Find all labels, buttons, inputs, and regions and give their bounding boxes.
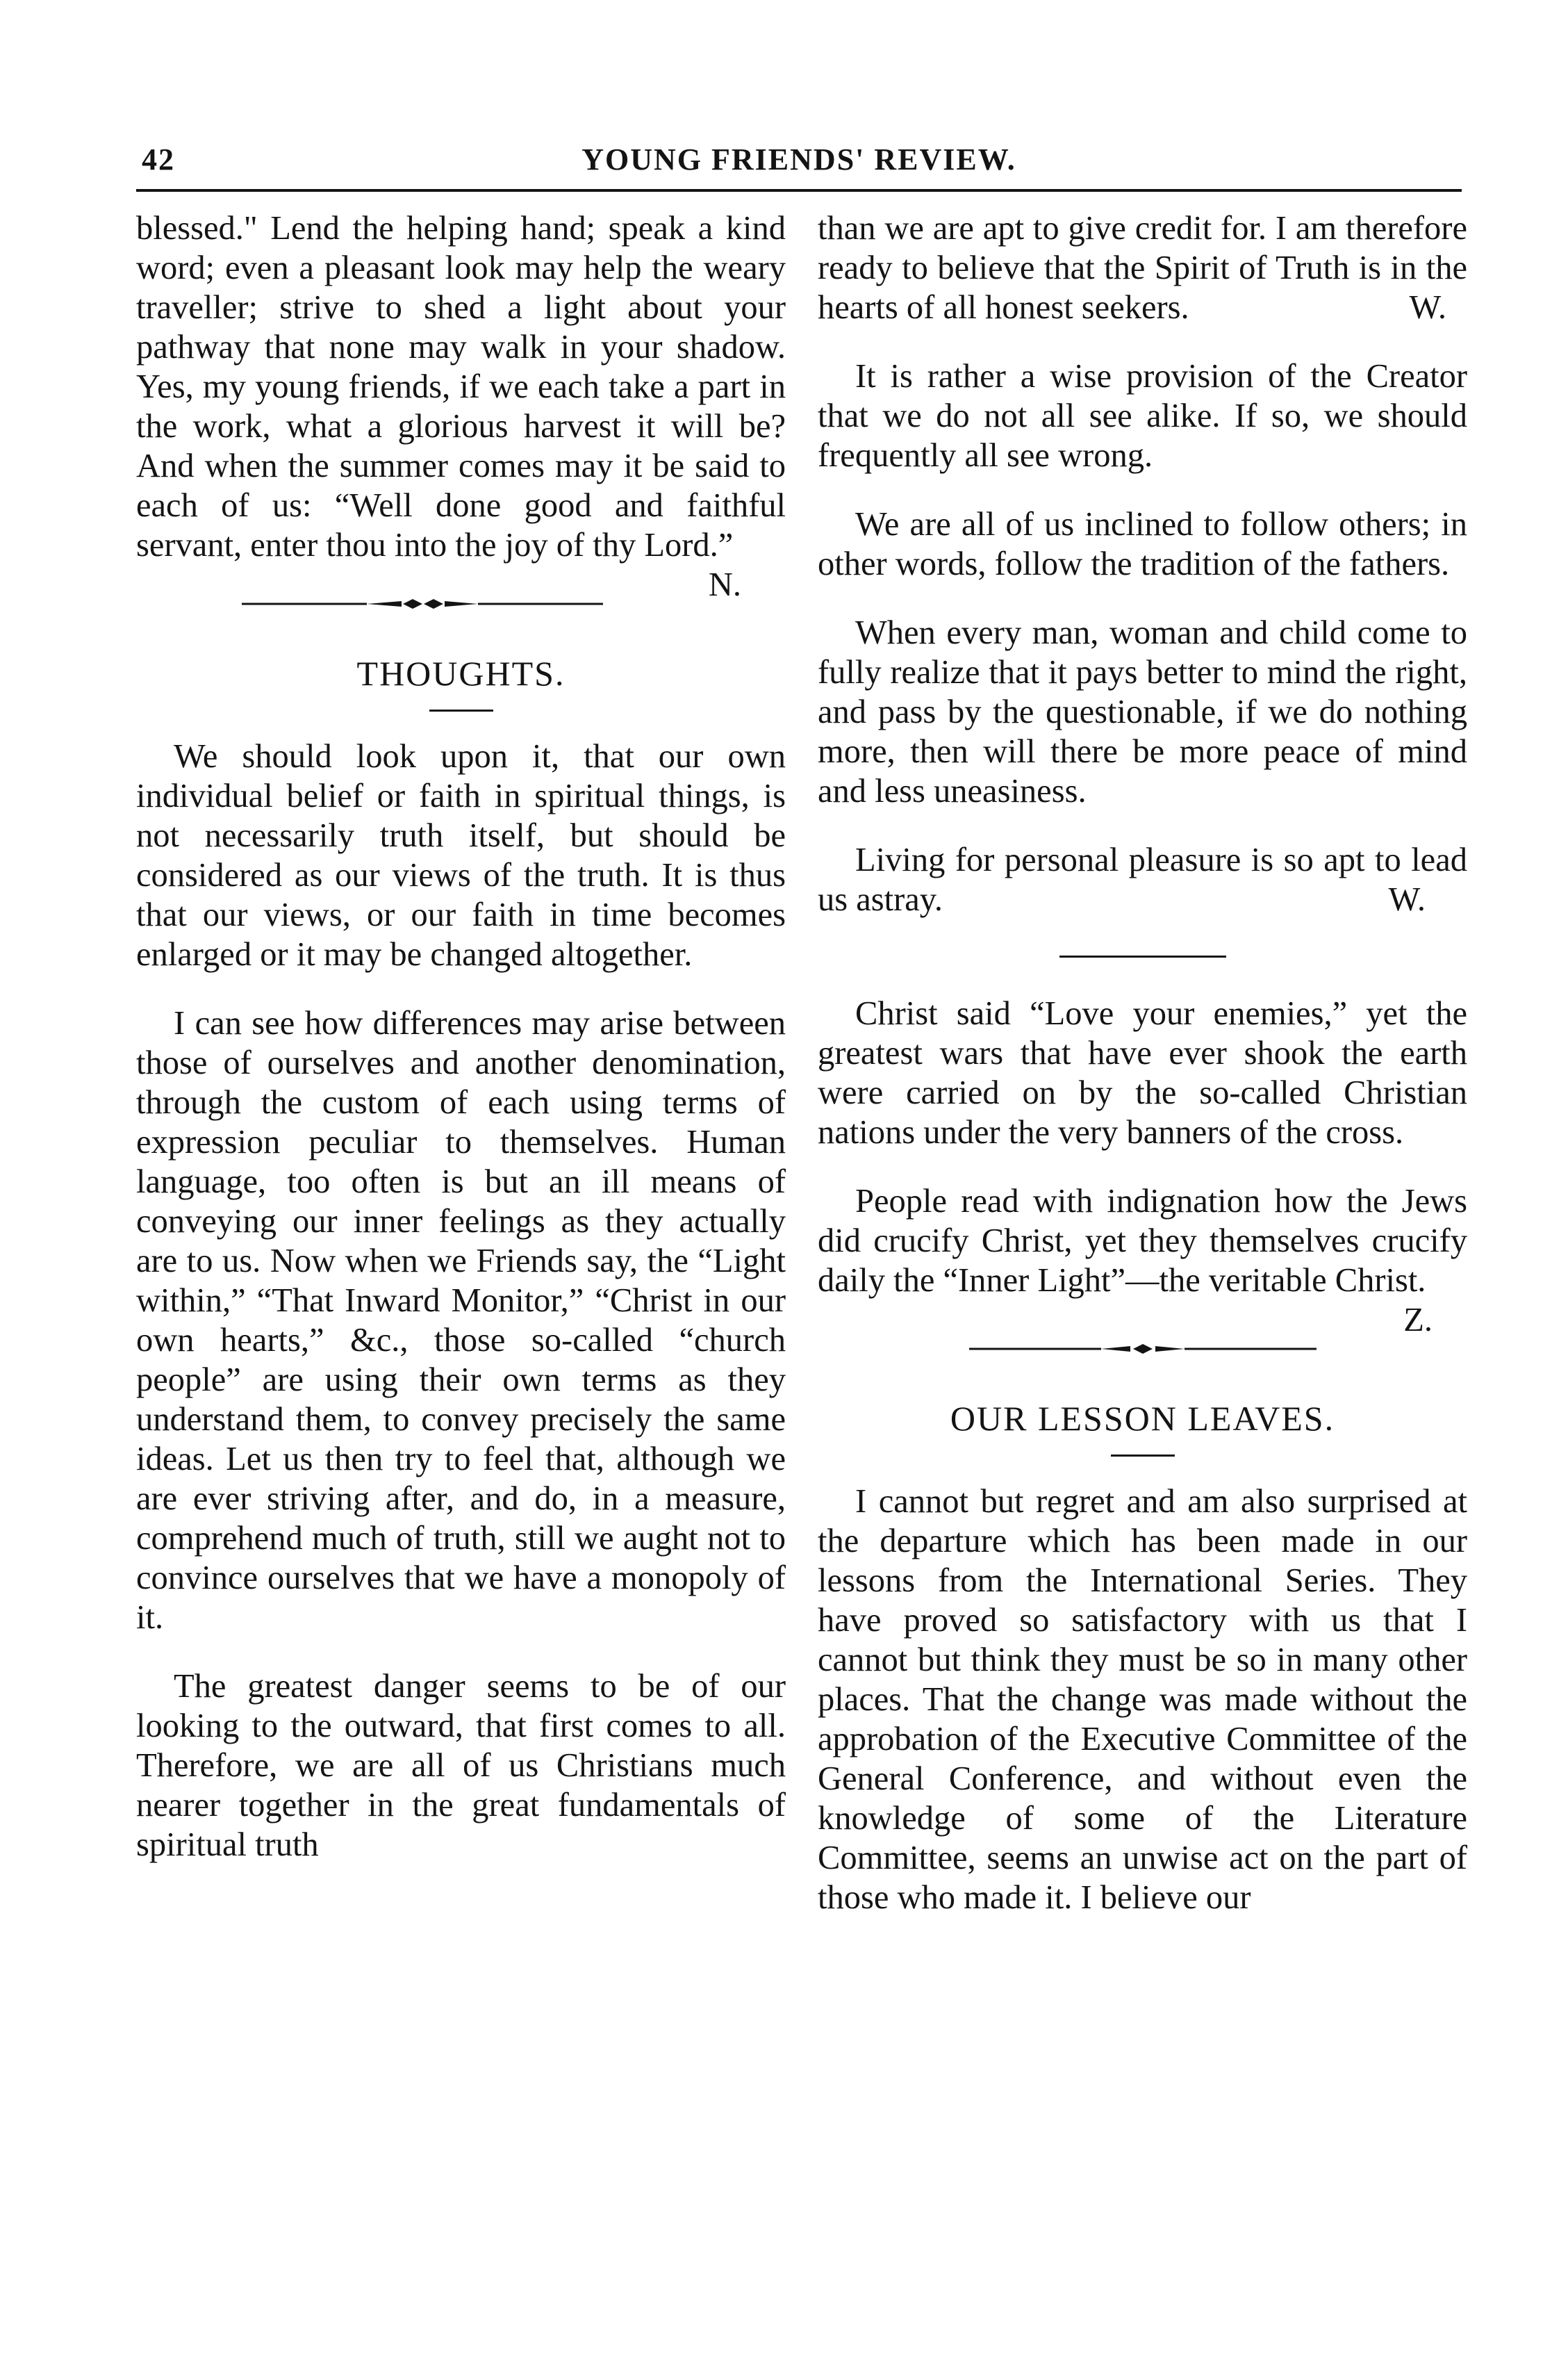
intro-paragraph [136, 208, 786, 603]
indignation-signature: Z. [1403, 1302, 1433, 1338]
intro-signature: N. [708, 566, 741, 603]
running-header [136, 136, 1462, 185]
peace-paragraph: When every man, woman and child come to fully realize that it pays better to mind the right, and pass by the questionable, if we do nothing more, then will there be more peace of mind and less uneasiness. [818, 614, 1467, 810]
pleasure-signature: W. [1388, 881, 1426, 918]
tradition-paragraph: We are all of us inclined to follow others; in other words, follow the tradition of the fathers. [818, 506, 1467, 582]
thoughts-continuation-text: than we are apt to give credit for. I am therefore ready to believe that the Spirit of Truth is in the hearts of all honest seekers. [818, 210, 1467, 326]
thoughts-paragraph-2: I can see how differences may arise between those of ourselves and another denomination, through the custom of each using terms of expression peculiar to themselves. Human language, too often is but an ill means of conveying our inner feelings as they actually are to us. Now when we Friends say, the “Light within,” “That Inward Monitor,” “Christ in our own hearts,” &c., those so-called “church people” are using their own terms as they understand them, to convey precisely the same ideas. Let us then try to feel that, although we are ever striving after, and do, in a measure, comprehend much of truth, still we aught not to convince ourselves that we have a monopoly of it. [136, 1005, 786, 1636]
ornament-divider-icon [969, 1342, 1317, 1356]
left-column [136, 208, 786, 1865]
thoughts-continuation [818, 208, 1467, 327]
indignation-paragraph-text: People read with indignation how the Jews did crucify Christ, yet they themselves crucify daily the “Inner Light”—the veritable Christ. [818, 1183, 1467, 1299]
page-number: 42 [142, 142, 175, 177]
pleasure-paragraph-text: Living for personal pleasure is so apt to lead us astray. [818, 842, 1467, 918]
thoughts-heading: THOUGHTS. [356, 654, 566, 693]
thoughts-paragraph-1: We should look upon it, that our own individual belief or faith in spiritual things, is not necessarily truth itself, but should be considered as our views of the truth. It is thus that our views, or our faith in time becomes enlarged or it may be changed altogether. [136, 738, 786, 973]
thoughts-continuation-signature: W. [1409, 289, 1446, 326]
running-title: YOUNG FRIENDS' REVIEW. [581, 142, 1016, 177]
header-rule [136, 189, 1462, 192]
indignation-paragraph [818, 1181, 1467, 1338]
thoughts-paragraph-3: The greatest danger seems to be of our looking to the outward, that first comes to all. Therefore, we are all of us Christians much nearer together in the great fundamentals of spiritual truth [136, 1668, 786, 1863]
lesson-leaves-heading: OUR LESSON LEAVES. [950, 1399, 1335, 1438]
thoughts-heading-rule [429, 710, 493, 712]
provision-paragraph: It is rather a wise provision of the Creator that we do not all see alike. If so, we should frequently all see wrong. [818, 358, 1467, 474]
ornament-divider-icon [242, 597, 603, 611]
enemies-paragraph: Christ said “Love your enemies,” yet the greatest wars that have ever shook the earth were carried on by the so-called Christian nations under the very banners of the cross. [818, 995, 1467, 1151]
pleasure-paragraph [818, 840, 1467, 919]
lesson-leaves-paragraph: I cannot but regret and am also surprised at the departure which has been made in our lessons from the International Series. They have proved so satisfactory with us that I cannot but think they must be so in many other places. That the change was made without the approbation of the Executive Committee of the General Conference, and without even the knowledge of some of the Literature Committee, seems an unwise act on the part of those who made it. I believe our [818, 1483, 1467, 1916]
right-column [818, 208, 1467, 1917]
section-divider-rule [1059, 956, 1226, 958]
intro-paragraph-text: blessed." Lend the helping hand; speak a kind word; even a pleasant look may help the weary traveller; strive to shed a light about your pathway that none may walk in your shadow. Yes, my young friends, if we each take a part in the work, what a glorious harvest it will be? And when the summer comes may it be said to each of us: “Well done good and faithful servant, enter thou into the joy of thy Lord.” [136, 210, 786, 564]
lesson-leaves-heading-rule [1111, 1455, 1175, 1457]
